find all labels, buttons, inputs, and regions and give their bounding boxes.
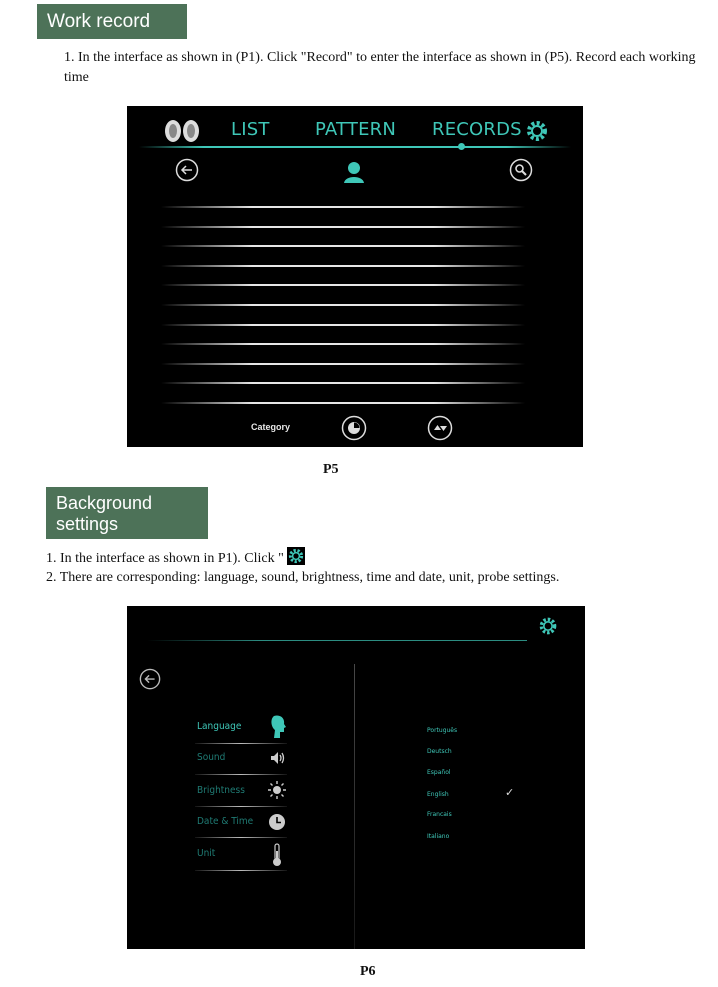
search-icon[interactable] (509, 158, 533, 182)
screenshot-p6 (127, 606, 585, 949)
tab-underline (139, 146, 571, 148)
settings-instruction-line-2: 2. There are corresponding: language, sound, brightness, time and date, unit, probe settings. (46, 570, 560, 585)
section-heading-work-record: Work record (37, 4, 187, 39)
caption-p5: P5 (323, 462, 339, 477)
active-tab-indicator (458, 143, 465, 150)
record-row-divider (161, 245, 525, 247)
gear-icon (287, 547, 305, 565)
header-divider (147, 640, 527, 641)
tab-pattern[interactable]: PATTERN (315, 119, 397, 140)
clock-icon[interactable] (341, 415, 367, 441)
menu-item-unit[interactable]: Unit (197, 848, 216, 859)
tab-records[interactable]: RECORDS (432, 119, 522, 140)
language-option[interactable]: Italiano (427, 833, 450, 840)
settings-instruction-text: 1. In the interface as shown in P1). Click " (46, 551, 284, 566)
caption-p6: P6 (360, 964, 376, 979)
record-row-divider (161, 343, 525, 345)
record-row-divider (161, 226, 525, 228)
feet-icon (161, 118, 205, 144)
speaker-icon (270, 751, 286, 765)
settings-instruction-line-1 (46, 547, 305, 569)
head-icon (270, 714, 286, 740)
record-row-divider (161, 324, 525, 326)
record-row-divider (161, 382, 525, 384)
menu-separator (195, 870, 287, 871)
user-icon[interactable] (343, 160, 365, 184)
record-row-divider (161, 206, 525, 208)
menu-item-date-time[interactable]: Date & Time (197, 816, 254, 827)
gear-icon[interactable] (525, 119, 549, 143)
category-button[interactable]: Category (251, 422, 291, 432)
menu-item-language[interactable]: Language (197, 721, 242, 732)
section-heading-background-settings: Background settings (46, 487, 208, 539)
language-option[interactable]: Español (427, 769, 451, 776)
work-record-paragraph: 1. In the interface as shown in (P1). Click "Record" to enter the interface as shown in (P5). Record each working time (64, 50, 696, 85)
record-row-divider (161, 363, 525, 365)
language-option-selected[interactable]: English (427, 791, 449, 798)
sun-icon (268, 781, 286, 799)
record-row-divider (161, 304, 525, 306)
menu-separator (195, 806, 287, 807)
screenshot-p5 (127, 106, 583, 447)
record-row-divider (161, 402, 525, 404)
back-arrow-icon[interactable] (175, 158, 199, 182)
language-option[interactable]: Deutsch (427, 748, 452, 755)
menu-separator (195, 743, 287, 744)
gear-icon[interactable] (538, 616, 558, 636)
tab-list[interactable]: LIST (231, 119, 270, 140)
language-option[interactable]: Francais (427, 811, 452, 818)
language-option[interactable]: Português (427, 727, 458, 734)
thermometer-icon (272, 843, 282, 867)
clock-icon (268, 813, 286, 831)
scroll-down-icon[interactable] (427, 415, 453, 441)
menu-separator (195, 774, 287, 775)
menu-item-sound[interactable]: Sound (197, 752, 226, 763)
menu-separator (195, 837, 287, 838)
panel-divider (354, 664, 355, 949)
record-row-divider (161, 284, 525, 286)
record-row-divider (161, 265, 525, 267)
menu-item-brightness[interactable]: Brightness (197, 785, 245, 796)
check-icon: ✓ (505, 786, 515, 799)
back-arrow-icon[interactable] (139, 668, 161, 690)
